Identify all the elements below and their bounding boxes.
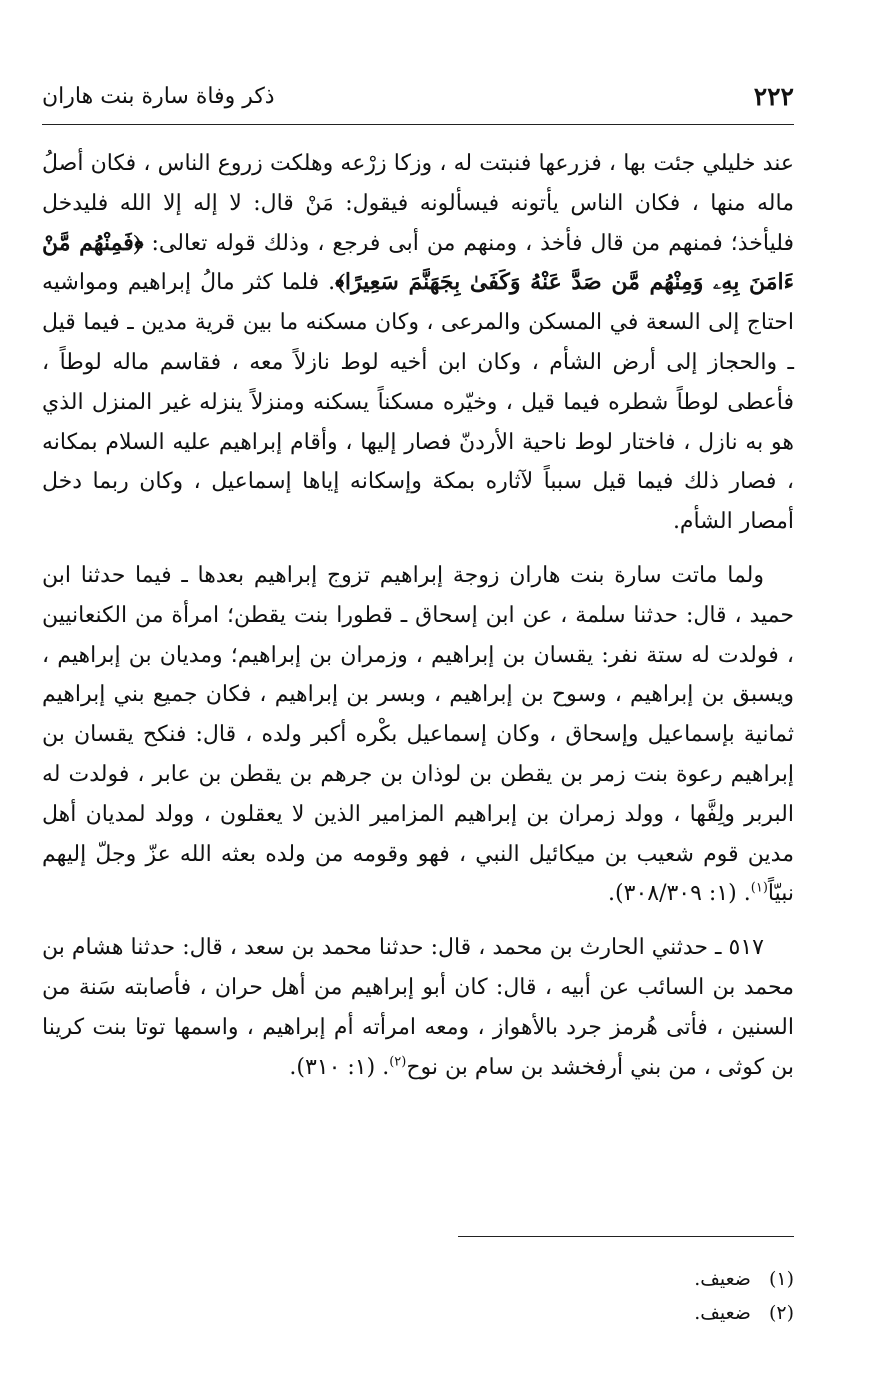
footnote-1-text: ضعيف. bbox=[694, 1268, 751, 1290]
running-title: ذكر وفاة سارة بنت هاران bbox=[42, 84, 275, 109]
main-text bbox=[42, 144, 794, 1087]
footnote-2-text: ضعيف. bbox=[694, 1302, 751, 1324]
footnote-ref-1[interactable]: (١) bbox=[750, 881, 768, 897]
paragraph-3 bbox=[42, 928, 794, 1087]
footnote-ref-2[interactable]: (٢) bbox=[389, 1054, 407, 1070]
paragraph-1-text-b: . فلما كثر مالُ إبراهيم ومواشيه احتاج إلى السعة في المسكن والمرعى ، وكان مسكنه ما بين قرية مدين ـ فيما قيل ـ والحجاز إلى أرض الشأم ، وكان ابن أخيه لوط نازلاً معه ، فقاسم ماله لوطاً ، فأعطى لوطاً شطره فيما قيل ، وخيّره مسكناً يسكنه ومنزلاً ينزله غير المنزل الذي هو به نازل ، فاختار لوط ناحية الأردنّ فصار إليها ، وأقام إبراهيم عليه السلام بمكانه ، فصار ذلك فيما قيل سبباً لآثاره بمكة وإسكانه إياها إسماعيل ، وكان ربما دخل أمصار الشأم. bbox=[42, 270, 794, 535]
footnote-1 bbox=[42, 1262, 794, 1296]
paragraph-3-citation: . (١: ٣١٠). bbox=[289, 1054, 390, 1080]
paragraph-3-text: ٥١٧ ـ حدثني الحارث بن محمد ، قال: حدثنا محمد بن سعد ، قال: حدثنا هشام بن محمد بن السائب عن أبيه ، قال: كان أبو إبراهيم من أهل حران ، فأصابته سَنة من السنين ، فأتى هُرمز جرد بالأهواز ، ومعه امرأته أم إبراهيم ، واسمها توتا بنت كرينا بن كوثى ، من بني أرفخشد بن سام بن نوح bbox=[42, 935, 794, 1080]
footnote-2-number: (٢) bbox=[768, 1302, 794, 1324]
page-number: ٢٢٢ bbox=[753, 82, 794, 111]
paragraph-2-citation: . (١: ٣٠٨/٣٠٩). bbox=[608, 881, 751, 907]
footnote-rule bbox=[458, 1236, 794, 1237]
footnote-1-number: (١) bbox=[768, 1268, 794, 1290]
paragraph-1 bbox=[42, 144, 794, 542]
footnote-2 bbox=[42, 1296, 794, 1330]
page-header bbox=[42, 82, 794, 116]
quran-verse: ﴿فَمِنْهُم مَّنْ ءَامَنَ بِهِۦ وَمِنْهُم مَّن صَدَّ عَنْهُ وَكَفَىٰ بِجَهَنَّمَ سَعِيرًا﴾ bbox=[42, 229, 794, 296]
paragraph-2-text: ولما ماتت سارة بنت هاران زوجة إبراهيم تزوج إبراهيم بعدها ـ فيما حدثنا ابن حميد ، قال: حدثنا سلمة ، عن ابن إسحاق ـ قطورا بنت يقطن؛ امرأة من الكنعانيين ، فولدت له ستة نفر: يقسان بن إبراهيم ، وزمران بن إبراهيم؛ ومديان بن إبراهيم ، ويسبق بن إبراهيم ، وسوح بن إبراهيم ، وبسر بن إبراهيم ، فكان جميع بني إبراهيم ثمانية بإسماعيل وإسحاق ، وكان إسماعيل بكْره أكبر ولده ، قال: فنكح يقسان بن إبراهيم رعوة بنت زمر بن يقطن بن لوذان بن جرهم بن يقطن بن عابر ، فولدت له البربر ولِفَّها ، وولد زمران بن إبراهيم المزامير الذين لا يعقلون ، وولد لمديان أهل مدين قوم شعيب بن ميكائيل النبي ، فهو وقومه من ولده بعثه الله عزّ وجلّ إليهم نبيّاً bbox=[42, 562, 794, 907]
footnotes bbox=[42, 1262, 794, 1330]
header-rule bbox=[42, 124, 794, 125]
paragraph-1-text-a: عند خليلي جئت بها ، فزرعها فنبتت له ، وزكا زرْعه وهلكت زروع الناس ، فكان أصلُ ماله منها ، فكان الناس يأتونه فيسألونه فيقول: مَنْ قال: لا إله إلا الله فليدخل فليأخذ؛ فمنهم من قال فأخذ ، ومنهم من أبى فرجع ، وذلك قوله تعالى: bbox=[42, 151, 795, 256]
paragraph-2 bbox=[42, 556, 794, 914]
